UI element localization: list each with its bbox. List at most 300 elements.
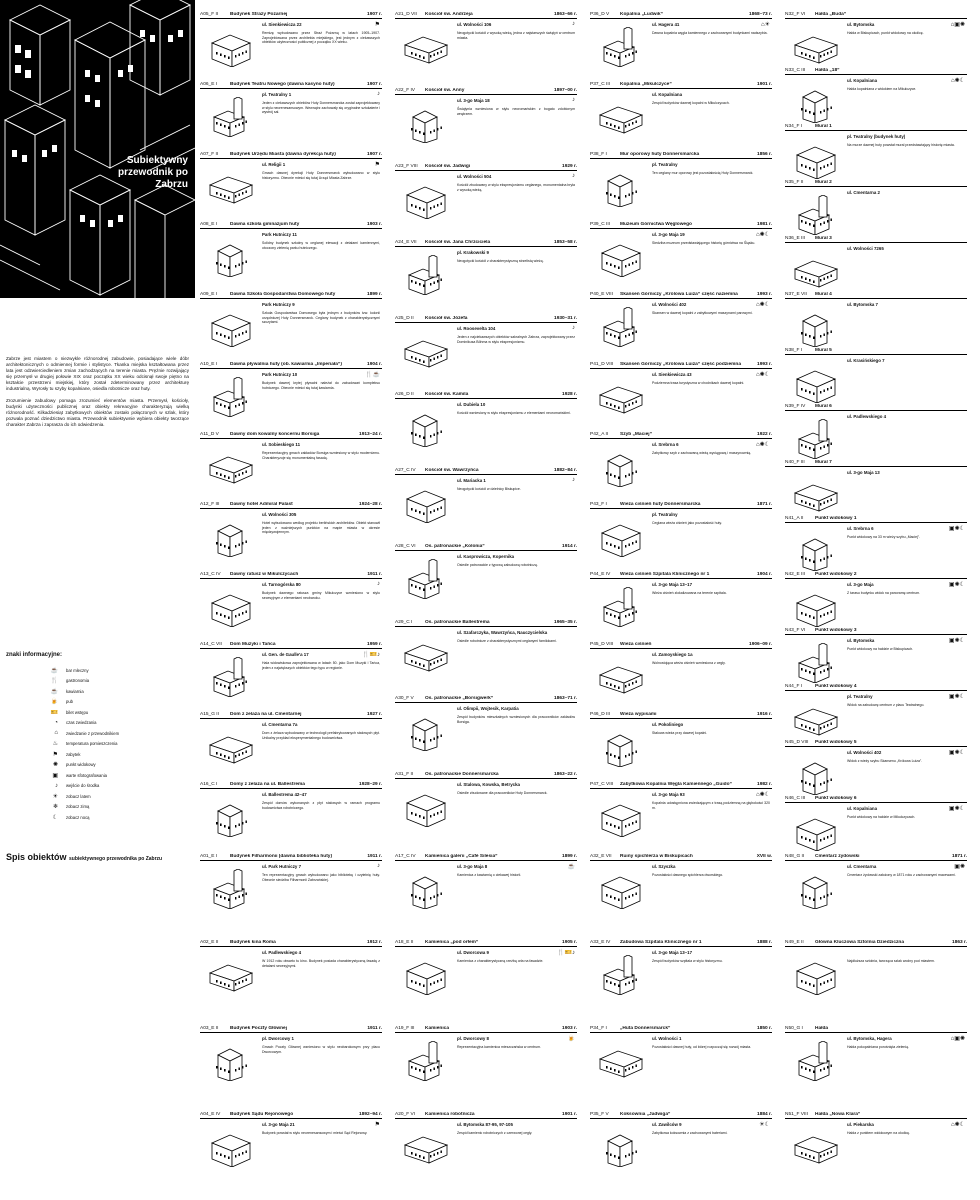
entry-description: Zespół budynków mieszkalnych wzniesionych dla pracowników zakładów Borsiga.	[457, 715, 575, 724]
entry-code: P46_D III	[590, 712, 610, 717]
entry-name: Dawna pływalnia huty (ob. kawiarnia „Imperiała”)	[230, 362, 342, 367]
entry-icons: ♪	[572, 477, 575, 483]
guide-entry	[395, 852, 577, 941]
building-pictogram	[598, 1041, 644, 1081]
entry-description: Osiedle robotnicze z charakterystycznymi ceglanymi familokami.	[457, 639, 557, 643]
entry-address: ul. Szafarczyka, Wawrzyńca, Nauczycielska	[457, 630, 548, 635]
entry-name: Dom Muzyki i Tańca	[230, 642, 276, 647]
entry-address: ul. Piekarska	[847, 1122, 874, 1127]
intro-paragraph-1: Zabrze jest miastem o niezwykle różnorodnej zabudowie, posiadające wiele dóbr architektonicznych o odmiennej formie i stylistyce. Tkanka miejska kształtowana przez lata jest odzwierciedleniem zmian zachodzących na terenie miasta. Prężnie rozwijający się przemysł w drugiej połowie XIX oraz początku XX wieku odcisnął swoje piętno na kształcie przestrzeni miejskiej, który został zdeterminowany przez architekturę industrialną. Wyrosły tu szyby kopalniane, osiedla robotnicze oraz huty.	[6, 356, 189, 392]
entry-header	[785, 852, 967, 861]
entry-description: Gmach dawnej dyrekcji Huty Donnersmarck wybudowano w stylu historyzmu. Obecnie mieści się tutaj Urząd Miasta Zabrze.	[262, 171, 380, 180]
building-pictogram	[793, 1041, 839, 1081]
building-pictogram	[793, 139, 839, 179]
entry-header	[395, 466, 577, 475]
entry-description: Zespół budynków dawnej kopalni w Mikulczycach.	[652, 101, 730, 105]
building-pictogram	[403, 869, 449, 909]
entry-header	[785, 234, 967, 243]
entry-name: Punkt widokowy 5	[815, 740, 857, 745]
entry-name: „Huta Donnersmarck”	[620, 1026, 671, 1031]
legend-label: kawiarnia	[66, 688, 84, 694]
entry-address: ul. Kasprowicza, Kopernika	[457, 554, 515, 559]
index-heading	[6, 852, 196, 862]
entry-name: Kościół św. Wawrzyńca	[425, 468, 479, 473]
entry-address: Park Hutniczy 9	[262, 302, 295, 307]
entry-address: ul. Kopalniana	[652, 92, 683, 97]
legend-label: zobacz zimą	[66, 804, 90, 810]
entry-year: 1899 r.	[367, 292, 382, 297]
building-pictogram	[793, 1127, 839, 1167]
building-pictogram	[793, 699, 839, 739]
building-pictogram	[598, 797, 644, 837]
entry-address: ul. Ballestrema 42–47	[262, 792, 307, 797]
entry-header	[200, 1024, 382, 1033]
legend-label: zwiedzanie z przewodnikiem	[66, 730, 120, 736]
entry-year: 1982 r.	[757, 782, 772, 787]
entry-address: pl. Teatralny (budynek huty)	[847, 134, 906, 139]
entry-year: 1906–09 r.	[749, 642, 772, 647]
entry-body	[395, 779, 577, 859]
entry-year: 1863–22 r.	[554, 772, 577, 777]
entry-code: A05_F II	[200, 12, 219, 17]
entry-description: Hotel wybudowano według projektu berlińskich architektów. Obiekt stanowił jeden z ważniejszych punktów na mapie miasta w okresie międzywojennym.	[262, 521, 380, 535]
entry-year: 1965–35 r.	[554, 620, 577, 625]
entry-address: pl. Teatralny	[652, 512, 678, 517]
entry-year: 1929 r.	[562, 164, 577, 169]
entry-code: A12_F III	[200, 502, 220, 507]
entry-code: N39_F IV	[785, 404, 806, 409]
left-column	[0, 0, 195, 1200]
entry-header	[200, 290, 382, 299]
intro-paragraph-2: Zrozumienie zabudowy pomaga zrozumieć elementów miasta. Przemysł, kościoły, budynki użyteczności publicznej oraz obiekty rekreacyjne charakteryzują wielką różnorodność. Kilkadziesiąt zabytkowych obiektów zostało połączonych w szlak, który pozwala poznać dziedzictwo miasta. Przewodnik subiektywnie wybiera obiekty tworzące charakter Zabrza i zaprasza do ich odwiedzenia.	[6, 397, 189, 427]
legend-item	[6, 676, 191, 687]
entry-description: Ten ceglany mur oporowy jest pozostałością Huty Donnersmarck.	[652, 171, 754, 175]
building-pictogram	[208, 27, 254, 67]
legend-icon: ✺	[52, 762, 58, 769]
entry-description: Neogotycki kościół z charakterystyczną strzelistą wieżą.	[457, 259, 544, 263]
entry-code: A22_F IV	[395, 88, 415, 93]
entry-address: ul. 3-go Maja 93	[652, 792, 685, 797]
legend-item	[6, 770, 191, 781]
entry-name: Mural 2	[815, 180, 832, 185]
entry-icons: ⌂✺☾	[755, 792, 770, 798]
entry-header	[395, 238, 577, 247]
entry-description: Skansen w dawnej kopalni z zabytkowymi maszynami parowymi.	[652, 311, 753, 315]
index-title: Spis obiektów	[6, 852, 67, 862]
entry-name: Domy z żelaza na ul. Ballestrema	[230, 782, 305, 787]
entry-address: pl. Dworcowy 8	[457, 1036, 489, 1041]
legend-icon: ☀	[52, 793, 58, 800]
building-pictogram	[403, 1127, 449, 1167]
entry-name: Hałda „Buda”	[815, 12, 847, 17]
entry-code: N37_E VII	[785, 292, 807, 297]
legend-icon: ⌂	[54, 730, 58, 737]
entry-header	[395, 694, 577, 703]
entry-header	[785, 458, 967, 467]
entry-body	[785, 947, 967, 1027]
entry-name: Zabytkowa Kopalnia Węgla Kamiennego „Guido”	[620, 782, 732, 787]
entry-name: Punkt widokowy 2	[815, 572, 857, 577]
legend	[6, 652, 191, 823]
entry-name: Budynek kina Roma	[230, 940, 276, 945]
entry-icons: ▣✺☾	[948, 694, 965, 700]
entry-name: Kościół św. Kamila	[425, 392, 469, 397]
entry-header	[200, 710, 382, 719]
entry-name: Dawna Szkoła Gospodarstwa Domowego huty	[230, 292, 336, 297]
building-pictogram	[403, 179, 449, 219]
entry-code: P43_F I	[590, 502, 607, 507]
entry-header	[590, 500, 772, 509]
entry-year: 1888 r.	[757, 940, 772, 945]
building-pictogram	[793, 869, 839, 909]
building-pictogram	[403, 559, 449, 599]
entry-description: Budynek dawnej krytej pływalni należał do zabudowań kompleksu hutniczego. Obecnie mieści się tutaj kawiarnia.	[262, 381, 380, 390]
legend-icon: ☕	[50, 688, 58, 695]
entry-address: ul. Cmentarna	[847, 864, 877, 869]
entry-address: ul. Padlewskiego 4	[847, 414, 887, 419]
legend-item	[6, 749, 191, 760]
legend-items	[6, 665, 191, 823]
entry-address: ul. 3-go Maja 13	[847, 470, 880, 475]
entry-description: Gmach Poczty Głównej wzniesiono w stylu neobarokowym przy placu Dworcowym.	[262, 1045, 380, 1054]
building-pictogram	[208, 869, 254, 909]
entry-body	[590, 1119, 772, 1199]
entry-year: 1856 r.	[757, 152, 772, 157]
entry-body	[200, 861, 382, 941]
legend-icon: 🎫	[50, 709, 58, 716]
entry-year: 1868–73 r.	[749, 12, 772, 17]
entry-icons: ⌂✺☾	[755, 232, 770, 238]
entry-address: ul. 3-go Maja 13–17	[652, 950, 693, 955]
entry-code: P41_D VIII	[590, 362, 614, 367]
entry-year: 1924–28 r.	[359, 502, 382, 507]
entry-header	[395, 938, 577, 947]
building-pictogram	[403, 331, 449, 371]
building-pictogram	[403, 103, 449, 143]
legend-label: warte sfotografowania	[66, 772, 107, 778]
entry-name: Kościół św. Jana Chrzciciela	[425, 240, 491, 245]
legend-icon: ♨	[52, 741, 58, 748]
entry-year: 1907 r.	[367, 152, 382, 157]
entry-body	[200, 1033, 382, 1113]
entry-code: P39_C III	[590, 222, 610, 227]
building-pictogram	[598, 27, 644, 67]
entry-icons: ▣✺☾	[948, 750, 965, 756]
entry-name: Hałda	[815, 1026, 829, 1031]
entry-icons: ⚑	[374, 162, 380, 168]
entry-year: 1928 r.	[562, 392, 577, 397]
entry-name: Os. patronackie „Kolonia”	[425, 544, 485, 549]
entry-address: pl. Teatralny	[847, 694, 873, 699]
entry-description: Zespół budynków szpitala w stylu historyzmu.	[652, 959, 723, 963]
entry-icons: 🍺	[567, 1036, 575, 1042]
guide-entry	[590, 1024, 772, 1113]
entry-address: ul. 3-go Maja 18	[457, 98, 490, 103]
entry-description: Z tarasu budynku widok na panoramę centrum.	[847, 591, 921, 595]
building-pictogram	[208, 377, 254, 417]
entry-header	[785, 626, 967, 635]
entry-header	[200, 360, 382, 369]
legend-item	[6, 665, 191, 676]
entry-address: ul. 3-go Maja 19	[652, 232, 685, 237]
entry-name: Mur oporowy huty Donnersmarcka	[620, 152, 700, 157]
building-pictogram	[208, 517, 254, 557]
entry-description: Podziemna trasa turystyczna w chodnikach dawnej kopalni.	[652, 381, 745, 385]
entry-icons: ⌂✺☾	[755, 442, 770, 448]
entry-code: A15_G II	[200, 712, 219, 717]
building-pictogram	[208, 587, 254, 627]
guide-entry	[785, 1110, 967, 1199]
entry-year: 1903 r.	[562, 1026, 577, 1031]
entry-code: A18_E II	[395, 940, 414, 945]
entry-year: 1916 r.	[757, 712, 772, 717]
entry-description: Budynek powstał w stylu neorenesansowym i mieści Sąd Rejonowy.	[262, 1131, 368, 1135]
entry-description: Pozostałości dawnego spichlerza dworskiego.	[652, 873, 724, 877]
guide-entry	[590, 1110, 772, 1199]
legend-item	[6, 781, 191, 792]
entry-year: 1882–84 r.	[554, 468, 577, 473]
column-1	[200, 0, 387, 1200]
entry-header	[200, 570, 382, 579]
building-pictogram	[793, 755, 839, 795]
entry-description: Solidny budynek szkolny w ceglanej elewacji z detalami kamiennymi, otoczony zielenią parku hutniczego.	[262, 241, 380, 250]
entry-description: Osiedle zbudowane dla pracowników Huty Donnersmarck.	[457, 791, 548, 795]
entry-address: ul. Cmentarna 2	[847, 190, 880, 195]
entry-address: ul. Bytomska 87-95, 97-105	[457, 1122, 513, 1127]
building-pictogram	[793, 643, 839, 683]
entry-address: ul. Wolności 1	[652, 1036, 682, 1041]
entry-header	[200, 430, 382, 439]
legend-item	[6, 791, 191, 802]
entry-name: Kamienica	[425, 1026, 449, 1031]
entry-address: ul. Religii 1	[262, 162, 286, 167]
entry-address: pl. Dworcowy 1	[262, 1036, 294, 1041]
legend-label: temperatura pomieszczenia	[66, 741, 118, 747]
legend-icon: 🍴	[50, 678, 58, 685]
entry-address: Park Hutniczy 11	[262, 232, 297, 237]
entry-icons: ▣✺☾	[948, 638, 965, 644]
building-pictogram	[208, 307, 254, 347]
entry-body	[395, 947, 577, 1027]
column-2	[395, 0, 582, 1200]
entry-description: Wieża ciśnień zlokalizowana na terenie szpitala.	[652, 591, 727, 595]
entry-icons: ♪	[572, 21, 575, 27]
guide-entry	[785, 1024, 967, 1113]
entry-description: Cmentarz żydowski założony w 1871 roku z zachowanymi macewami.	[847, 873, 956, 877]
building-pictogram	[403, 787, 449, 827]
entry-address: ul. 3-go Maja 8	[457, 864, 488, 869]
entry-code: N45_D VIII	[785, 740, 809, 745]
entry-icons: ⌂☀	[760, 22, 770, 28]
entry-description: Widok na zabudowę centrum z placu Teatralnego.	[847, 703, 925, 707]
entry-body	[200, 1119, 382, 1199]
entry-code: P45_D VIII	[590, 642, 614, 647]
entry-address: ul. Padlewskiego 4	[262, 950, 302, 955]
entry-address: ul. Bytomska 7	[847, 302, 878, 307]
entry-description: Pozostałości dawnej huty, od której rozpoczął się rozwój miasta.	[652, 1045, 752, 1049]
building-pictogram	[598, 97, 644, 137]
entry-body	[590, 947, 772, 1027]
entry-name: Dawny ratusz w Mikulczycach	[230, 572, 299, 577]
legend-label: bilet wstępu	[66, 709, 89, 715]
entry-year: 1904 r.	[757, 572, 772, 577]
legend-icon: ◔	[54, 719, 58, 726]
legend-title: znaki informacyjne:	[6, 652, 63, 658]
legend-label: zobacz nocą	[66, 814, 90, 820]
entry-name: Punkt widokowy 6	[815, 796, 857, 801]
entry-header	[590, 430, 772, 439]
legend-label: zobacz latem	[66, 793, 91, 799]
entry-code: N38_F I	[785, 348, 803, 353]
entry-icons: ♪	[572, 325, 575, 331]
entry-name: Kamienica „pod orłem”	[425, 940, 479, 945]
entry-description: Stalowa wieża przy dawnej kopalni.	[652, 731, 708, 735]
building-pictogram	[208, 97, 254, 137]
entry-address: ul. Sobieskiego 11	[262, 442, 301, 447]
entry-year: 1892–94 r.	[359, 1112, 382, 1117]
entry-code: A13_C IV	[200, 572, 221, 577]
entry-body	[395, 1119, 577, 1199]
entry-year: 1850 r.	[757, 1026, 772, 1031]
entry-name: Budynek Teatru Nowego (dawna kasyno huty)	[230, 82, 335, 87]
entry-header	[395, 1110, 577, 1119]
entry-header	[395, 10, 577, 19]
building-pictogram	[208, 1041, 254, 1081]
entry-description: Dawna kopalnia węgla kamiennego z zachowanymi budynkami nadszybia.	[652, 31, 768, 35]
entry-header	[785, 938, 967, 947]
entry-header	[590, 1110, 772, 1119]
entry-address: ul. Kopalniana	[847, 78, 878, 83]
entry-year: 1911 r.	[367, 854, 382, 859]
entry-name: Kościół św. Anny	[425, 88, 465, 93]
entry-code: A26_D II	[395, 392, 414, 397]
entry-description: Widok z wieży szybu Skansenu „Królowa Luiza”.	[847, 759, 923, 763]
entry-description: Punkt widokowy na hałdzie w Biskupicach.	[847, 647, 914, 651]
entry-icons: ☀☾	[759, 1122, 770, 1128]
entry-description: Reprezentacyjny gmach zakładów Borsiga wzniesiony w stylu modernizmu. Charakteryzuje się monumentalną fasadą.	[262, 451, 380, 460]
entry-address: ul. Sienkiewicza 22	[262, 22, 302, 27]
entry-description: Neogotycki kościół z wysoką wieżą, jedna z najstarszych świątyń w centrum miasta.	[457, 31, 575, 40]
entry-description: Neogotycki kościół w dzielnicy Biskupice.	[457, 487, 521, 491]
building-pictogram	[793, 195, 839, 235]
entry-header	[200, 938, 382, 947]
entry-description: Zabytkowa koksownia z zachowanymi bateriami.	[652, 1131, 728, 1135]
entry-code: A20_F VI	[395, 1112, 415, 1117]
entry-header	[785, 402, 967, 411]
entry-name: Budynek Filharmonii (dawna biblioteka huty)	[230, 854, 333, 859]
entry-name: Skansen Górniczy „Królowa Luiza” część naziemna	[620, 292, 738, 297]
entry-header	[785, 178, 967, 187]
entry-address: ul. Wolności 504	[457, 174, 492, 179]
entry-icons: ⌂✺☾	[755, 372, 770, 378]
entry-code: N42_E III	[785, 572, 805, 577]
entry-description: Zespół kamienic robotniczych z czerwonej cegły.	[457, 1131, 533, 1135]
entry-year: 1993 r.	[757, 292, 772, 297]
entry-icons: ⚑	[374, 22, 380, 28]
entry-year: 1959 r.	[367, 642, 382, 647]
entry-icons: ⌂✺☾	[755, 302, 770, 308]
entry-year: 1913–24 r.	[359, 432, 382, 437]
entry-name: Skansen Górniczy „Królowa Luiza” część podziemna	[620, 362, 742, 367]
entry-body	[785, 861, 967, 941]
entry-name: Punkt widokowy 1	[815, 516, 857, 521]
building-pictogram	[403, 1041, 449, 1081]
building-pictogram	[598, 447, 644, 487]
entry-address: pl. Teatralny	[652, 162, 678, 167]
entry-address: pl. Teatralny 1	[262, 92, 292, 97]
entry-year: 1863–66 r.	[554, 12, 577, 17]
building-pictogram	[403, 27, 449, 67]
entry-code: A31_F II	[395, 772, 414, 777]
building-pictogram	[403, 711, 449, 751]
entry-header	[395, 390, 577, 399]
building-pictogram	[793, 83, 839, 123]
legend-icon: 🍺	[50, 699, 58, 706]
entry-header	[590, 80, 772, 89]
entry-header	[785, 1110, 967, 1119]
entry-code: N43_F VI	[785, 628, 806, 633]
entry-name: Zabudowa Szpitala Klinicznego nr 1	[620, 940, 702, 945]
building-pictogram	[208, 1127, 254, 1167]
guide-entry	[200, 1110, 382, 1199]
legend-label: punkt widokowy	[66, 762, 96, 768]
building-pictogram	[208, 237, 254, 277]
entry-name: Kopalnia „Ludwik”	[620, 12, 663, 17]
entry-year: 1904 r.	[367, 362, 382, 367]
building-pictogram	[598, 727, 644, 767]
legend-label: pub	[66, 699, 73, 705]
entry-address: ul. Bytomska	[847, 22, 875, 27]
entry-icons: ▣✺	[954, 864, 965, 870]
entry-code: A19_F III	[395, 1026, 415, 1031]
entry-header	[200, 640, 382, 649]
entry-icons: ⌂✺☾	[950, 78, 965, 84]
entry-name: Kościół św. Andrzeja	[425, 12, 473, 17]
entry-name: Dawny hotel Admiral Palast	[230, 502, 293, 507]
entry-code: A08_E I	[200, 222, 218, 227]
entry-header	[395, 770, 577, 779]
entry-description: Kościół wzniesiony w stylu ekspresjonizmu z elementami neoromańskimi.	[457, 411, 571, 415]
entry-name: Mural 1	[815, 124, 832, 129]
entry-address: ul. Cmentarna 7a	[262, 722, 298, 727]
entry-code: A30_F V	[395, 696, 414, 701]
entry-address: ul. Dworcowa 9	[457, 950, 489, 955]
entry-code: A03_E II	[200, 1026, 219, 1031]
entry-year: 1922 r.	[757, 432, 772, 437]
index-subtitle: subiektywnego przewodnika po Zabrzu	[69, 856, 163, 862]
entry-description: Remizę wybudowano przez Straż Pożarną w latach 1905–1907. Zaprojektowana przez architekta miejskiego, jest jednym z ciekawszych obiektów użyteczności publicznej z początku XX wieku.	[262, 31, 380, 45]
entry-header	[590, 852, 772, 861]
guide-entry	[785, 938, 967, 1027]
entry-header	[785, 570, 967, 579]
entry-address: ul. Wolności 402	[652, 302, 687, 307]
entry-header	[590, 360, 772, 369]
entry-header	[200, 500, 382, 509]
entry-code: N32_F VI	[785, 12, 806, 17]
entry-address: ul. Pokoliniego	[652, 722, 684, 727]
entry-name: Kościół św. Jadwigi	[425, 164, 471, 169]
entry-description: Punkt widokowy na 33 m wieży szybu „Maciej”.	[847, 535, 920, 539]
entry-description: Zespół domów wykonanych z płyt stalowych w ramach programu budownictwa robotniczego.	[262, 801, 380, 810]
legend-item	[6, 686, 191, 697]
entry-code: A17_C IV	[395, 854, 416, 859]
entry-year: 1914 r.	[562, 544, 577, 549]
entry-name: Hałda „18”	[815, 68, 840, 73]
entry-address: ul. Szyszka	[652, 864, 676, 869]
entry-name: Kopalnia „Mikulczyce”	[620, 82, 672, 87]
entry-address: ul. Wolności 106	[457, 22, 492, 27]
entry-code: N36_E III	[785, 236, 805, 241]
